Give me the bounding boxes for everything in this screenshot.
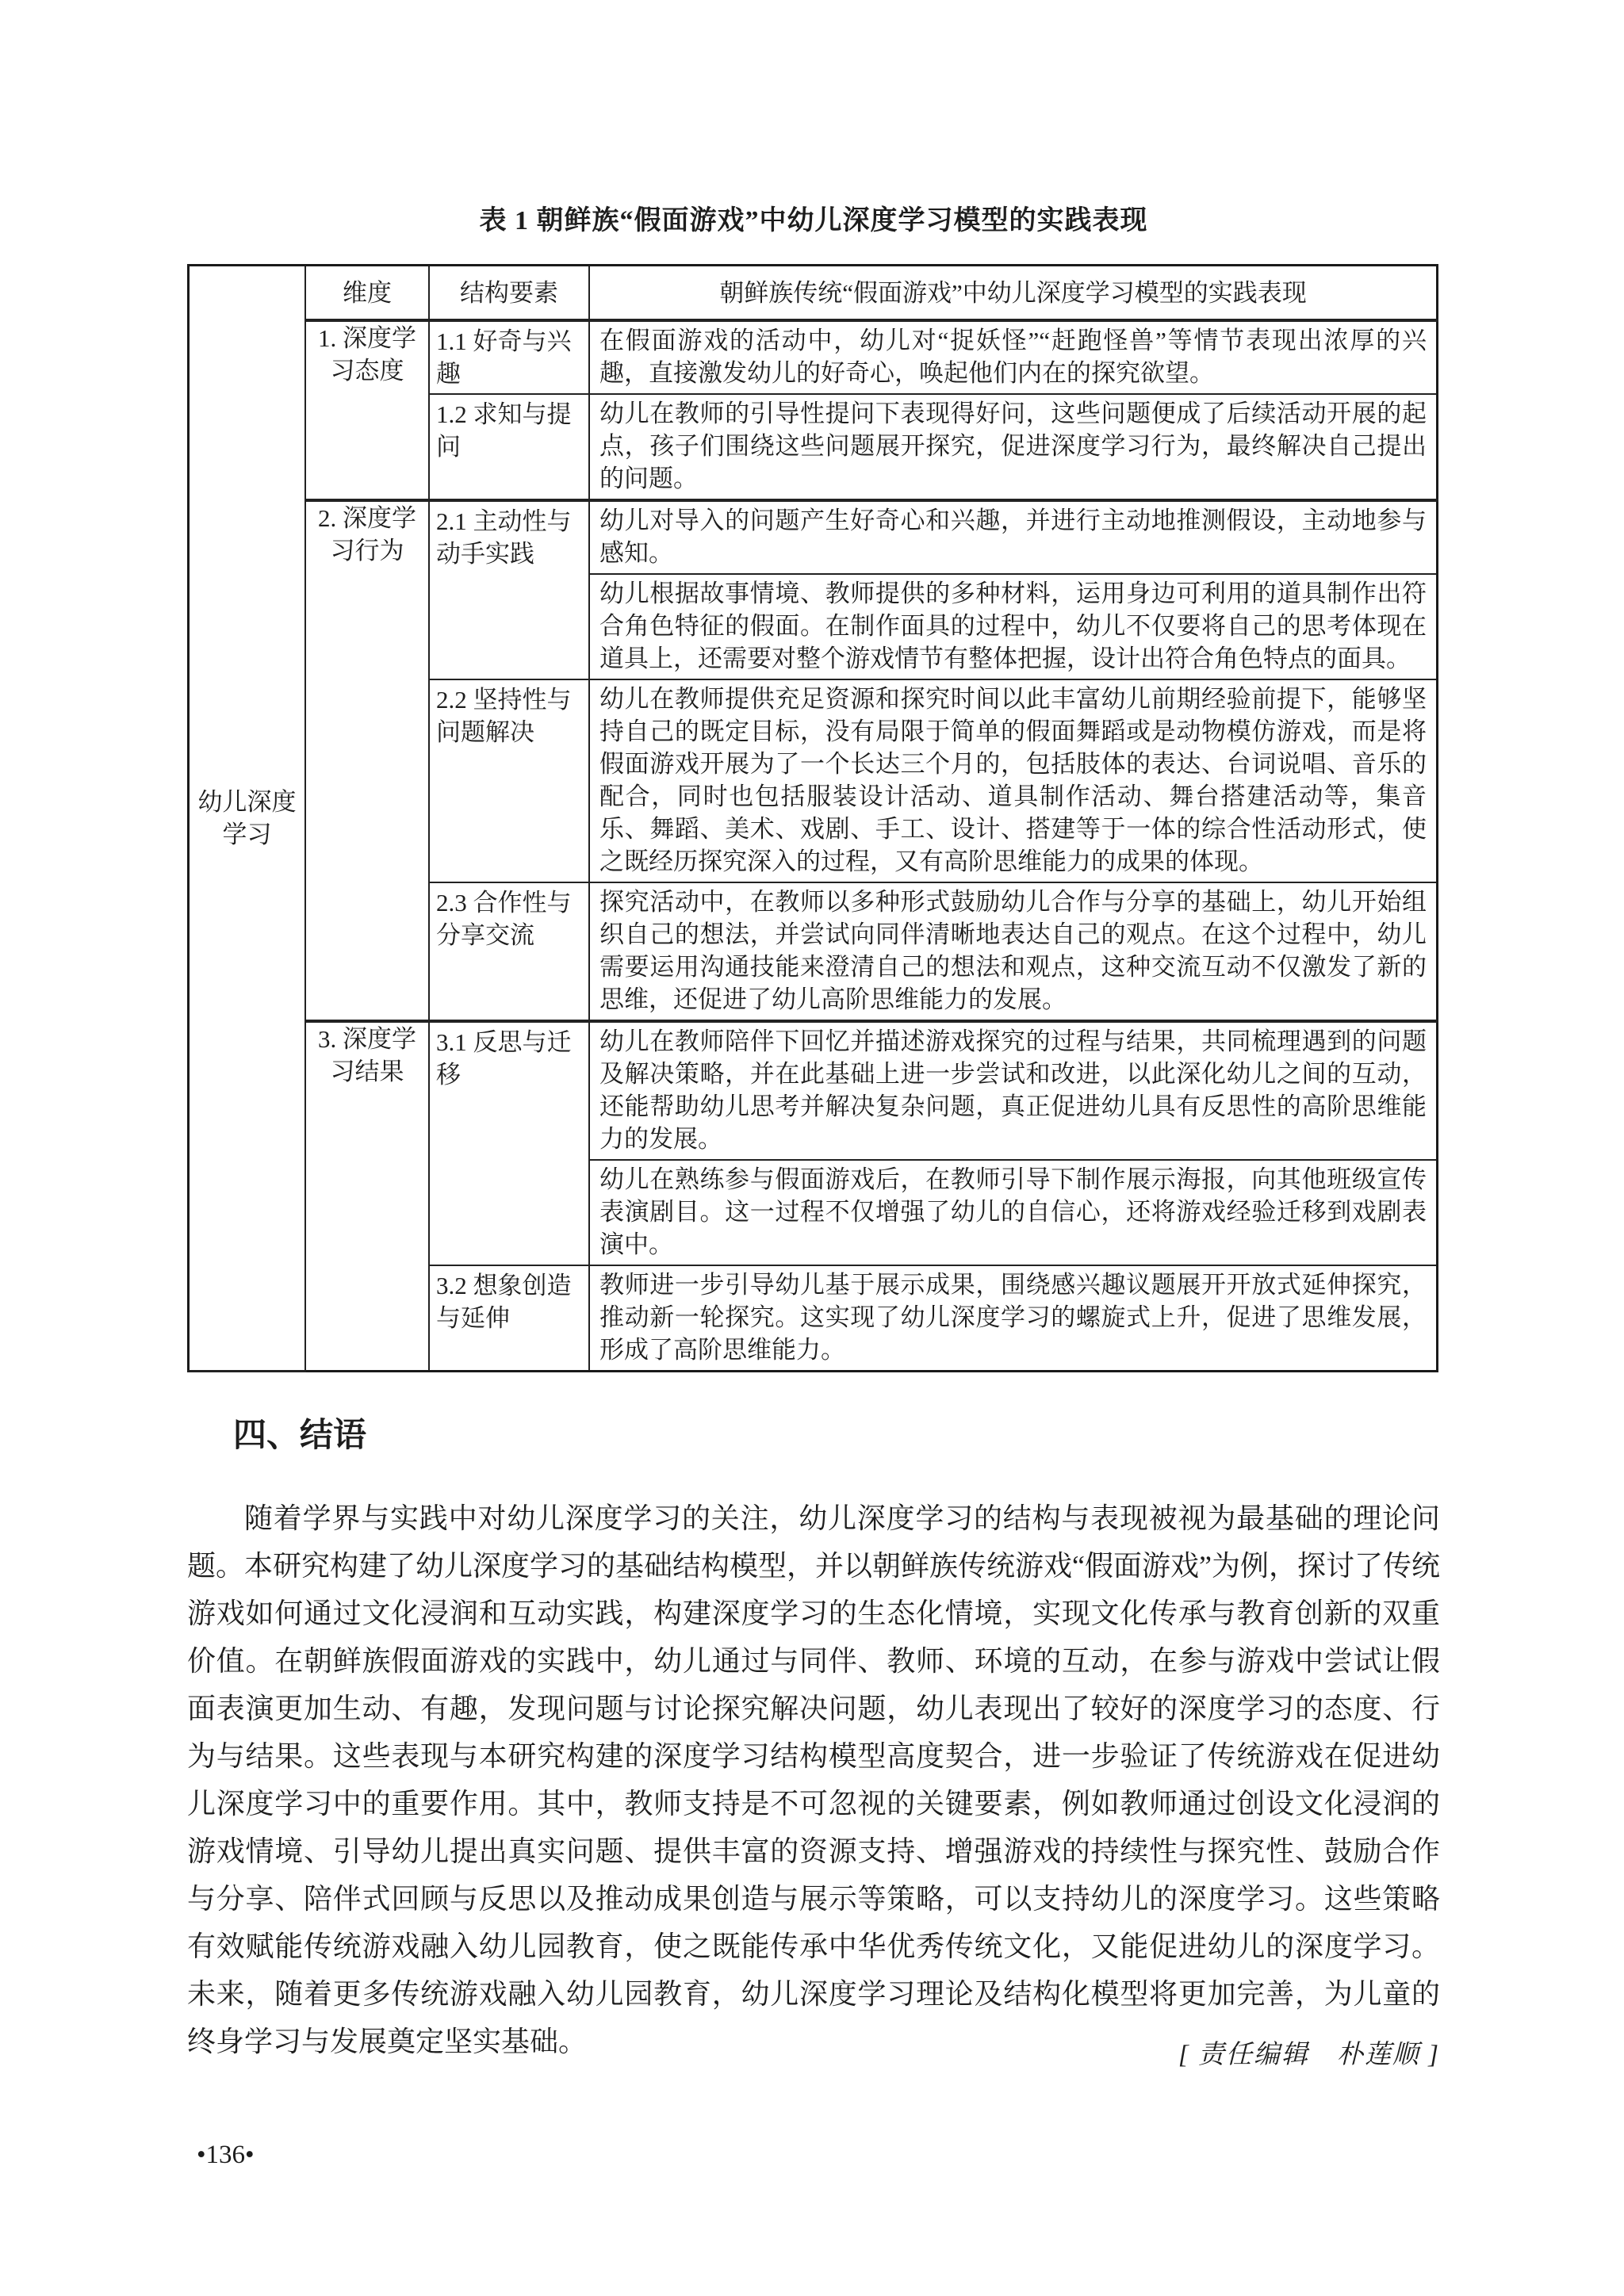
table-header-row <box>189 266 1438 321</box>
table-row <box>189 320 1438 394</box>
page-number: •136• <box>197 2141 255 2169</box>
dimension-cell-2: 2. 深度学习行为 <box>305 500 429 1021</box>
practice-cell-3-1b: 幼儿在熟练参与假面游戏后，在教师引导下制作展示海报，向其他班级宣传表演剧目。这一过程不仅增强了幼儿的自信心，还将游戏经验迁移到戏剧表演中。 <box>589 1160 1438 1265</box>
element-cell-3-1: 3.1 反思与迁移 <box>429 1021 589 1265</box>
table-row <box>189 1021 1438 1160</box>
header-practice: 朝鲜族传统“假面游戏”中幼儿深度学习模型的实践表现 <box>589 266 1438 321</box>
conclusion-heading: 四、结语 <box>233 1416 367 1453</box>
practice-cell-2-2: 幼儿在教师提供充足资源和探究时间以此丰富幼儿前期经验前提下，能够坚持自己的既定目标，没有局限于简单的假面舞蹈或是动物模仿游戏，而是将假面游戏开展为了一个长达三个月的，包括肢体的表达、台词说唱、音乐的配合，同时也包括服装设计活动、道具制作活动、舞台搭建活动等，集音乐、舞蹈、美术、戏剧、手工、设计、搭建等于一体的综合性活动形式，使之既经历探究深入的过程，又有高阶思维能力的成果的体现。 <box>589 679 1438 882</box>
practice-cell-3-1a: 幼儿在教师陪伴下回忆并描述游戏探究的过程与结果，共同梳理遇到的问题及解决策略，并在此基础上进一步尝试和改进，以此深化幼儿之间的互动，还能帮助幼儿思考并解决复杂问题，真正促进幼儿具有反思性的高阶思维能力的发展。 <box>589 1021 1438 1160</box>
table-row <box>189 500 1438 574</box>
responsible-editor-line: [ 责任编辑 朴莲顺 ] <box>1178 2041 1440 2069</box>
dimension-cell-3: 3. 深度学习结果 <box>305 1021 429 1372</box>
practice-cell-2-1b: 幼儿根据故事情境、教师提供的多种材料，运用身边可利用的道具制作出符合角色特征的假面。在制作面具的过程中，幼儿不仅要将自己的思考体现在道具上，还需要对整个游戏情节有整体把握，设计出符合角色特点的面具。 <box>589 574 1438 679</box>
element-cell-2-3: 2.3 合作性与分享交流 <box>429 882 589 1021</box>
practice-cell-1-2: 幼儿在教师的引导性提问下表现得好问，这些问题便成了后续活动开展的起点，孩子们围绕这些问题展开探究，促进深度学习行为，最终解决自己提出的问题。 <box>589 394 1438 500</box>
table-root-label: 幼儿深度学习 <box>189 266 306 1372</box>
table-title: 表 1 朝鲜族“假面游戏”中幼儿深度学习模型的实践表现 <box>479 206 1148 235</box>
practice-cell-1-1: 在假面游戏的活动中，幼儿对“捉妖怪”“赶跑怪兽”等情节表现出浓厚的兴趣，直接激发幼儿的好奇心，唤起他们内在的探究欲望。 <box>589 320 1438 394</box>
element-cell-1-2: 1.2 求知与提问 <box>429 394 589 500</box>
deep-learning-table <box>187 264 1438 1372</box>
element-cell-3-2: 3.2 想象创造与延伸 <box>429 1265 589 1372</box>
practice-cell-2-1a: 幼儿对导入的问题产生好奇心和兴趣，并进行主动地推测假设，主动地参与感知。 <box>589 500 1438 574</box>
element-cell-2-2: 2.2 坚持性与问题解决 <box>429 679 589 882</box>
header-dimension: 维度 <box>305 266 429 321</box>
practice-cell-3-2: 教师进一步引导幼儿基于展示成果，围绕感兴趣议题展开开放式延伸探究，推动新一轮探究。这实现了幼儿深度学习的螺旋式上升，促进了思维发展，形成了高阶思维能力。 <box>589 1265 1438 1372</box>
element-cell-1-1: 1.1 好奇与兴趣 <box>429 320 589 394</box>
practice-cell-2-3: 探究活动中，在教师以多种形式鼓励幼儿合作与分享的基础上，幼儿开始组织自己的想法，并尝试向同伴清晰地表达自己的观点。在这个过程中，幼儿需要运用沟通技能来澄清自己的想法和观点，这种交流互动不仅激发了新的思维，还促进了幼儿高阶思维能力的发展。 <box>589 882 1438 1021</box>
dimension-cell-1: 1. 深度学习态度 <box>305 320 429 500</box>
element-cell-2-1: 2.1 主动性与动手实践 <box>429 500 589 679</box>
header-element: 结构要素 <box>429 266 589 321</box>
conclusion-paragraph: 随着学界与实践中对幼儿深度学习的关注，幼儿深度学习的结构与表现被视为最基础的理论问题。本研究构建了幼儿深度学习的基础结构模型，并以朝鲜族传统游戏“假面游戏”为例，探讨了传统游戏如何通过文化浸润和互动实践，构建深度学习的生态化情境，实现文化传承与教育创新的双重价值。在朝鲜族假面游戏的实践中，幼儿通过与同伴、教师、环境的互动，在参与游戏中尝试让假面表演更加生动、有趣，发现问题与讨论探究解决问题，幼儿表现出了较好的深度学习的态度、行为与结果。这些表现与本研究构建的深度学习结构模型高度契合，进一步验证了传统游戏在促进幼儿深度学习中的重要作用。其中，教师支持是不可忽视的关键要素，例如教师通过创设文化浸润的游戏情境、引导幼儿提出真实问题、提供丰富的资源支持、增强游戏的持续性与探究性、鼓励合作与分享、陪伴式回顾与反思以及推动成果创造与展示等策略，可以支持幼儿的深度学习。这些策略有效赋能传统游戏融入幼儿园教育，使之既能传承中华优秀传统文化，又能促进幼儿的深度学习。未来，随着更多传统游戏融入幼儿园教育，幼儿深度学习理论及结构化模型将更加完善，为儿童的终身学习与发展奠定坚实基础。 <box>187 1502 1440 2057</box>
